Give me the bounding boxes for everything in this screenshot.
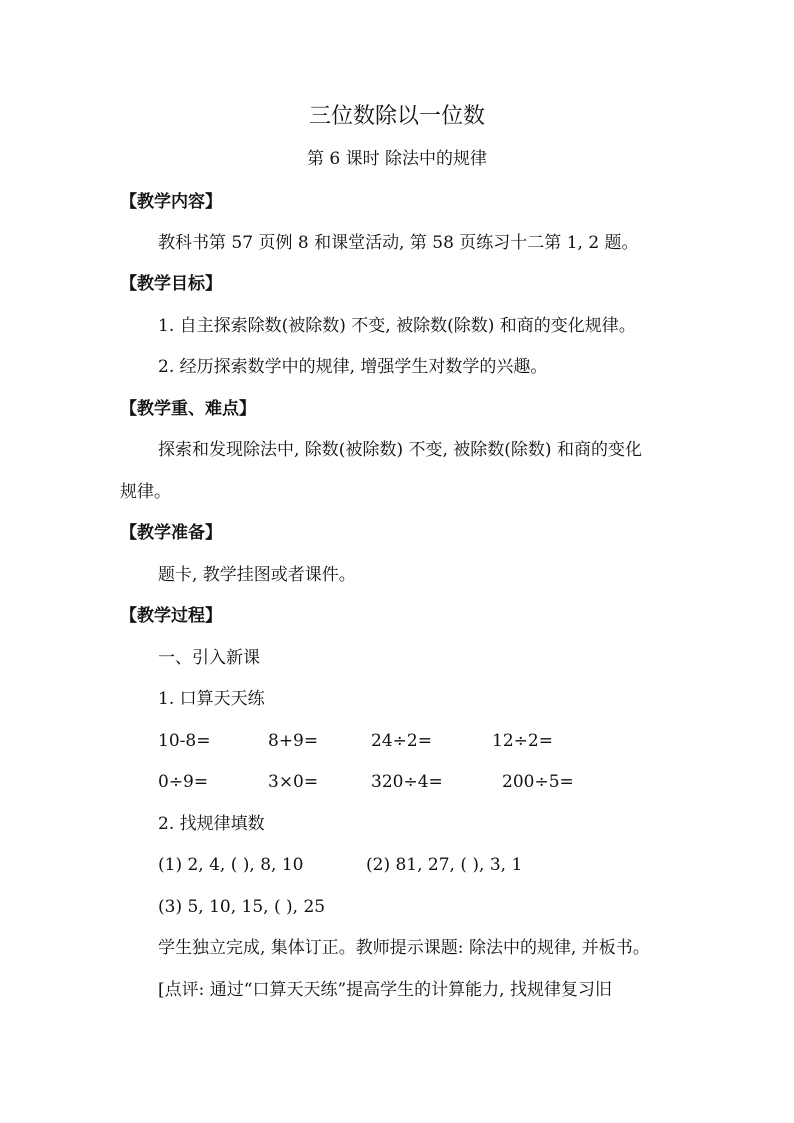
oral-problem: 10-8=: [158, 731, 211, 751]
oral-problem: 3×0=: [268, 772, 319, 792]
heading-teaching-prep: 【教学准备】: [120, 523, 222, 543]
document-title: 三位数除以一位数: [308, 104, 485, 129]
teaching-prep-text: 题卡, 教学挂图或者课件。: [158, 565, 356, 585]
goal-item-2: 2. 经历探索数学中的规律, 增强学生对数学的兴趣。: [158, 357, 548, 377]
oral-practice-title: 1. 口算天天练: [158, 689, 265, 709]
key-points-line-1: 探索和发现除法中, 除数(被除数) 不变, 被除数(除数) 和商的变化: [158, 440, 642, 460]
oral-problem: 12÷2=: [492, 731, 553, 751]
pattern-problem-2: (2) 81, 27, ( ), 3, 1: [366, 855, 523, 875]
heading-teaching-goals: 【教学目标】: [120, 274, 222, 294]
pattern-problem-3: (3) 5, 10, 15, ( ), 25: [158, 897, 326, 917]
heading-key-points: 【教学重、难点】: [120, 399, 256, 419]
pattern-problem-1: (1) 2, 4, ( ), 8, 10: [158, 855, 304, 875]
process-part-1: 一、引入新课: [158, 648, 260, 668]
oral-problem: 0÷9=: [158, 772, 209, 792]
oral-problem: 24÷2=: [371, 731, 432, 751]
heading-teaching-process: 【教学过程】: [120, 606, 222, 626]
process-comment: [点评: 通过“口算天天练”提高学生的计算能力, 找规律复习旧: [158, 980, 612, 1000]
process-summary: 学生独立完成, 集体订正。教师提示课题: 除法中的规律, 并板书。: [158, 938, 650, 958]
goal-item-1: 1. 自主探索除数(被除数) 不变, 被除数(除数) 和商的变化规律。: [158, 316, 636, 336]
lesson-subtitle: 第 6 课时 除法中的规律: [306, 149, 488, 169]
teaching-content-text: 教科书第 57 页例 8 和课堂活动, 第 58 页练习十二第 1, 2 题。: [158, 233, 639, 253]
oral-problem: 320÷4=: [371, 772, 443, 792]
key-points-line-2: 规律。: [120, 482, 171, 502]
oral-problem: 8+9=: [268, 731, 319, 751]
heading-teaching-content: 【教学内容】: [120, 192, 222, 212]
pattern-fill-title: 2. 找规律填数: [158, 814, 265, 834]
oral-problem: 200÷5=: [502, 772, 574, 792]
